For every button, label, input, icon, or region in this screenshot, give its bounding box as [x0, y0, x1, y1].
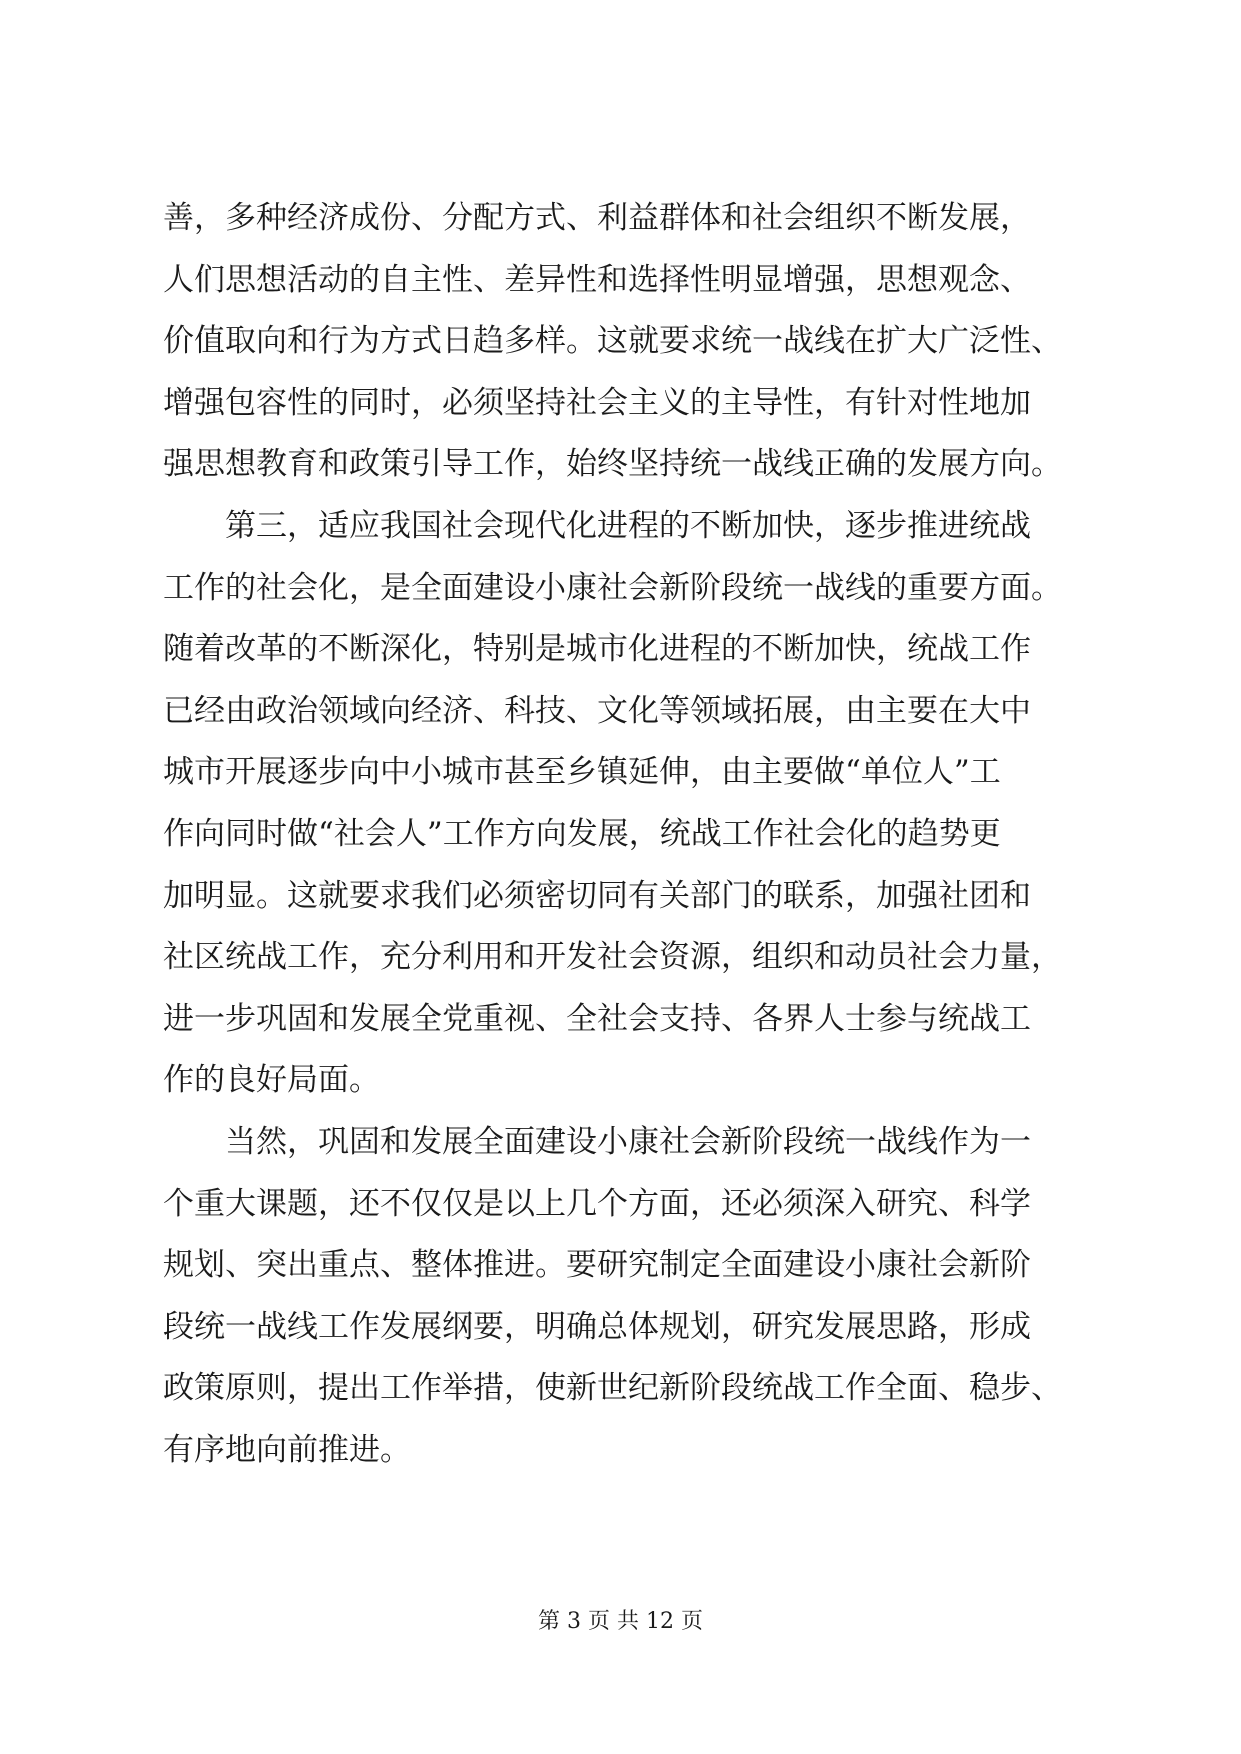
text-line: 随着改革的不断深化，特别是城市化进程的不断加快，统战工作: [163, 631, 1031, 668]
text-line: 城市开展逐步向中小城市甚至乡镇延伸，由主要做“单位人”工: [163, 754, 1001, 791]
text-line: 政策原则，提出工作举措，使新世纪新阶段统战工作全面、稳步、: [163, 1370, 1062, 1407]
text-line: 强思想教育和政策引导工作，始终坚持统一战线正确的发展方向。: [163, 446, 1062, 483]
page-number-footer: 第 3 页 共 12 页: [538, 1609, 703, 1634]
body-text: [163, 188, 1123, 1481]
paragraph-start-line: 当然，巩固和发展全面建设小康社会新阶段统一战线作为一: [225, 1123, 1031, 1160]
text-line: 加明显。这就要求我们必须密切同有关部门的联系，加强社团和: [163, 877, 1031, 914]
text-line: 善，多种经济成份、分配方式、利益群体和社会组织不断发展，: [163, 200, 1031, 236]
text-line: 社区统战工作，充分利用和开发社会资源，组织和动员社会力量，: [163, 939, 1062, 976]
text-line: 工作的社会化，是全面建设小康社会新阶段统一战线的重要方面。: [163, 569, 1062, 606]
text-line: 已经由政治领域向经济、科技、文化等领域拓展，由主要在大中: [163, 692, 1031, 729]
text-line: 个重大课题，还不仅仅是以上几个方面，还必须深入研究、科学: [163, 1185, 1031, 1222]
text-line: 有序地向前推进。: [163, 1431, 411, 1468]
text-line: 进一步巩固和发展全党重视、全社会支持、各界人士参与统战工: [163, 1000, 1031, 1037]
text-line: 段统一战线工作发展纲要，明确总体规划，研究发展思路，形成: [163, 1308, 1031, 1345]
text-line: 作向同时做“社会人”工作方向发展，统战工作社会化的趋势更: [163, 815, 1001, 852]
text-line: 人们思想活动的自主性、差异性和选择性明显增强，思想观念、: [163, 261, 1031, 298]
text-line: 规划、突出重点、整体推进。要研究制定全面建设小康社会新阶: [163, 1247, 1031, 1284]
text-line: 作的良好局面。: [163, 1062, 380, 1099]
text-line: 增强包容性的同时，必须坚持社会主义的主导性，有针对性地加: [163, 384, 1031, 421]
text-line: 价值取向和行为方式日趋多样。这就要求统一战线在扩大广泛性、: [163, 323, 1062, 360]
paragraph-start-line: 第三，适应我国社会现代化进程的不断加快，逐步推进统战: [225, 507, 1031, 544]
